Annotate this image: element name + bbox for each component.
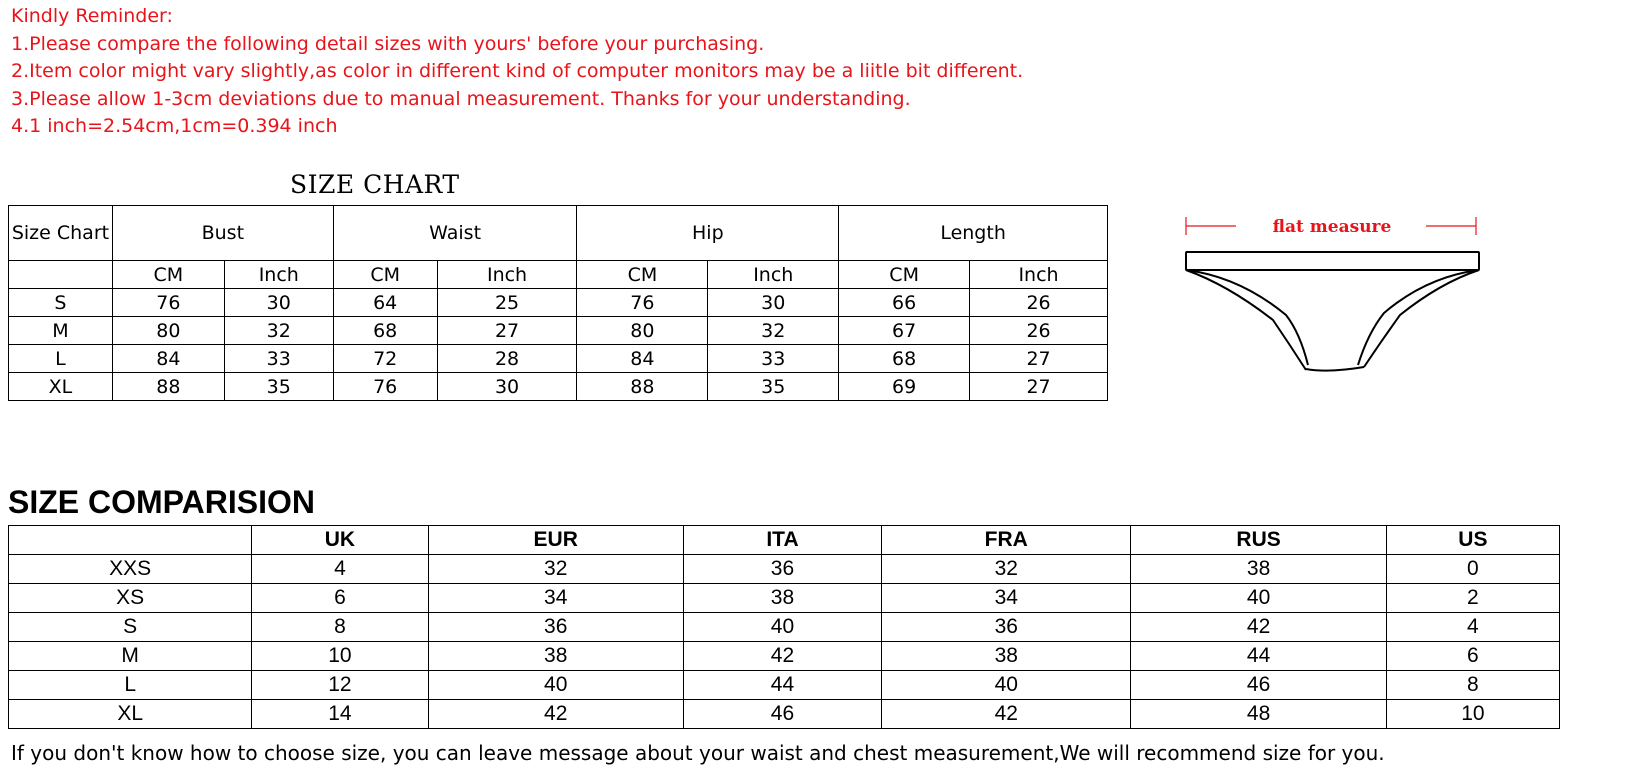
table-row (9, 345, 1108, 373)
reminder-line-2: 2.Item color might vary slightly,as color in different kind of computer monitors may be a liitle bit different. (11, 60, 1024, 82)
table-cell: 30 (224, 289, 333, 317)
size-comparison-table (8, 525, 1560, 729)
table-cell: 26 (970, 317, 1108, 345)
comparison-header-rus: RUS (1131, 526, 1386, 555)
size-label: XS (9, 584, 252, 613)
briefs-outline-icon (1186, 252, 1479, 371)
table-row (9, 317, 1108, 345)
table-cell: 38 (428, 642, 683, 671)
group-header-bust: Bust (112, 206, 333, 261)
table-cell: 80 (112, 317, 224, 345)
table-cell: 64 (333, 289, 437, 317)
table-row (9, 642, 1560, 671)
unit-header-cm: CM (577, 261, 708, 289)
comparison-header-row (9, 526, 1560, 555)
unit-header-cm: CM (839, 261, 970, 289)
table-cell: 42 (1131, 613, 1386, 642)
table-cell: 69 (839, 373, 970, 401)
table-cell: 76 (333, 373, 437, 401)
table-cell: 76 (112, 289, 224, 317)
table-row (9, 584, 1560, 613)
comparison-header-eur: EUR (428, 526, 683, 555)
table-cell: 10 (252, 642, 428, 671)
group-header-length: Length (839, 206, 1108, 261)
table-cell: 44 (1131, 642, 1386, 671)
table-cell: 68 (839, 345, 970, 373)
comparison-header-empty (9, 526, 252, 555)
table-cell: 27 (970, 373, 1108, 401)
table-cell: 28 (437, 345, 577, 373)
table-cell: 2 (1386, 584, 1559, 613)
table-cell: 35 (224, 373, 333, 401)
table-row (9, 555, 1560, 584)
table-cell: 38 (882, 642, 1131, 671)
comparison-header-uk: UK (252, 526, 428, 555)
unit-header-inch: Inch (708, 261, 839, 289)
reminder-heading: Kindly Reminder: (11, 5, 173, 27)
table-row (9, 289, 1108, 317)
unit-header-inch: Inch (224, 261, 333, 289)
table-row (9, 700, 1560, 729)
size-label: M (9, 642, 252, 671)
size-label: L (9, 671, 252, 700)
footer-note: If you don't know how to choose size, you can leave message about your waist and chest measurement,We will recommend size for you. (11, 741, 1385, 765)
table-cell: 42 (683, 642, 881, 671)
size-label: M (9, 317, 113, 345)
table-cell: 88 (112, 373, 224, 401)
size-label: XXS (9, 555, 252, 584)
size-label: S (9, 289, 113, 317)
table-cell: 30 (708, 289, 839, 317)
table-cell: 4 (1386, 613, 1559, 642)
size-comparison-title: SIZE COMPARISION (8, 484, 315, 520)
table-row (9, 373, 1108, 401)
table-cell: 68 (333, 317, 437, 345)
table-cell: 6 (1386, 642, 1559, 671)
table-cell: 38 (1131, 555, 1386, 584)
table-cell: 36 (882, 613, 1131, 642)
table-cell: 35 (708, 373, 839, 401)
size-label: XL (9, 700, 252, 729)
table-cell: 66 (839, 289, 970, 317)
table-cell: 46 (1131, 671, 1386, 700)
table-cell: 46 (683, 700, 881, 729)
size-chart-table (8, 205, 1108, 401)
table-cell: 27 (970, 345, 1108, 373)
comparison-header-fra: FRA (882, 526, 1131, 555)
table-cell: 33 (708, 345, 839, 373)
table-cell: 10 (1386, 700, 1559, 729)
table-cell: 27 (437, 317, 577, 345)
size-label: S (9, 613, 252, 642)
table-cell: 84 (112, 345, 224, 373)
table-cell: 76 (577, 289, 708, 317)
table-cell: 32 (882, 555, 1131, 584)
table-cell: 40 (683, 613, 881, 642)
table-cell: 4 (252, 555, 428, 584)
flat-measure-label: flat measure (1272, 217, 1392, 237)
unit-header-cm: CM (112, 261, 224, 289)
table-cell: 48 (1131, 700, 1386, 729)
table-cell: 8 (1386, 671, 1559, 700)
table-cell: 6 (252, 584, 428, 613)
table-cell: 34 (882, 584, 1131, 613)
table-cell: 40 (1131, 584, 1386, 613)
table-cell: 14 (252, 700, 428, 729)
table-cell: 72 (333, 345, 437, 373)
reminder-line-4: 4.1 inch=2.54cm,1cm=0.394 inch (11, 115, 338, 137)
size-label: XL (9, 373, 113, 401)
table-cell: 32 (708, 317, 839, 345)
table-cell: 36 (428, 613, 683, 642)
unit-header-empty (9, 261, 113, 289)
table-cell: 34 (428, 584, 683, 613)
size-chart-title: SIZE CHART (290, 170, 460, 199)
table-cell: 40 (882, 671, 1131, 700)
table-cell: 84 (577, 345, 708, 373)
unit-header-inch: Inch (437, 261, 577, 289)
unit-header-inch: Inch (970, 261, 1108, 289)
table-cell: 80 (577, 317, 708, 345)
size-chart-size-header: Size Chart (9, 206, 113, 261)
group-header-waist: Waist (333, 206, 577, 261)
table-cell: 0 (1386, 555, 1559, 584)
table-cell: 40 (428, 671, 683, 700)
table-cell: 44 (683, 671, 881, 700)
table-cell: 30 (437, 373, 577, 401)
table-cell: 8 (252, 613, 428, 642)
comparison-header-ita: ITA (683, 526, 881, 555)
unit-header-cm: CM (333, 261, 437, 289)
table-cell: 26 (970, 289, 1108, 317)
size-label: L (9, 345, 113, 373)
table-cell: 12 (252, 671, 428, 700)
kindly-reminder (11, 3, 1023, 141)
group-header-hip: Hip (577, 206, 839, 261)
table-cell: 38 (683, 584, 881, 613)
size-chart-group-row (9, 206, 1108, 261)
table-cell: 42 (882, 700, 1131, 729)
table-cell: 25 (437, 289, 577, 317)
table-cell: 33 (224, 345, 333, 373)
table-row (9, 671, 1560, 700)
table-cell: 42 (428, 700, 683, 729)
briefs-flat-measure-illustration (1178, 215, 1498, 375)
table-cell: 32 (428, 555, 683, 584)
table-cell: 32 (224, 317, 333, 345)
table-cell: 67 (839, 317, 970, 345)
comparison-header-us: US (1386, 526, 1559, 555)
table-cell: 36 (683, 555, 881, 584)
reminder-line-1: 1.Please compare the following detail sizes with yours' before your purchasing. (11, 32, 765, 55)
table-cell: 88 (577, 373, 708, 401)
reminder-line-3: 3.Please allow 1-3cm deviations due to manual measurement. Thanks for your understanding. (11, 87, 911, 110)
table-row (9, 613, 1560, 642)
size-chart-unit-row (9, 261, 1108, 289)
